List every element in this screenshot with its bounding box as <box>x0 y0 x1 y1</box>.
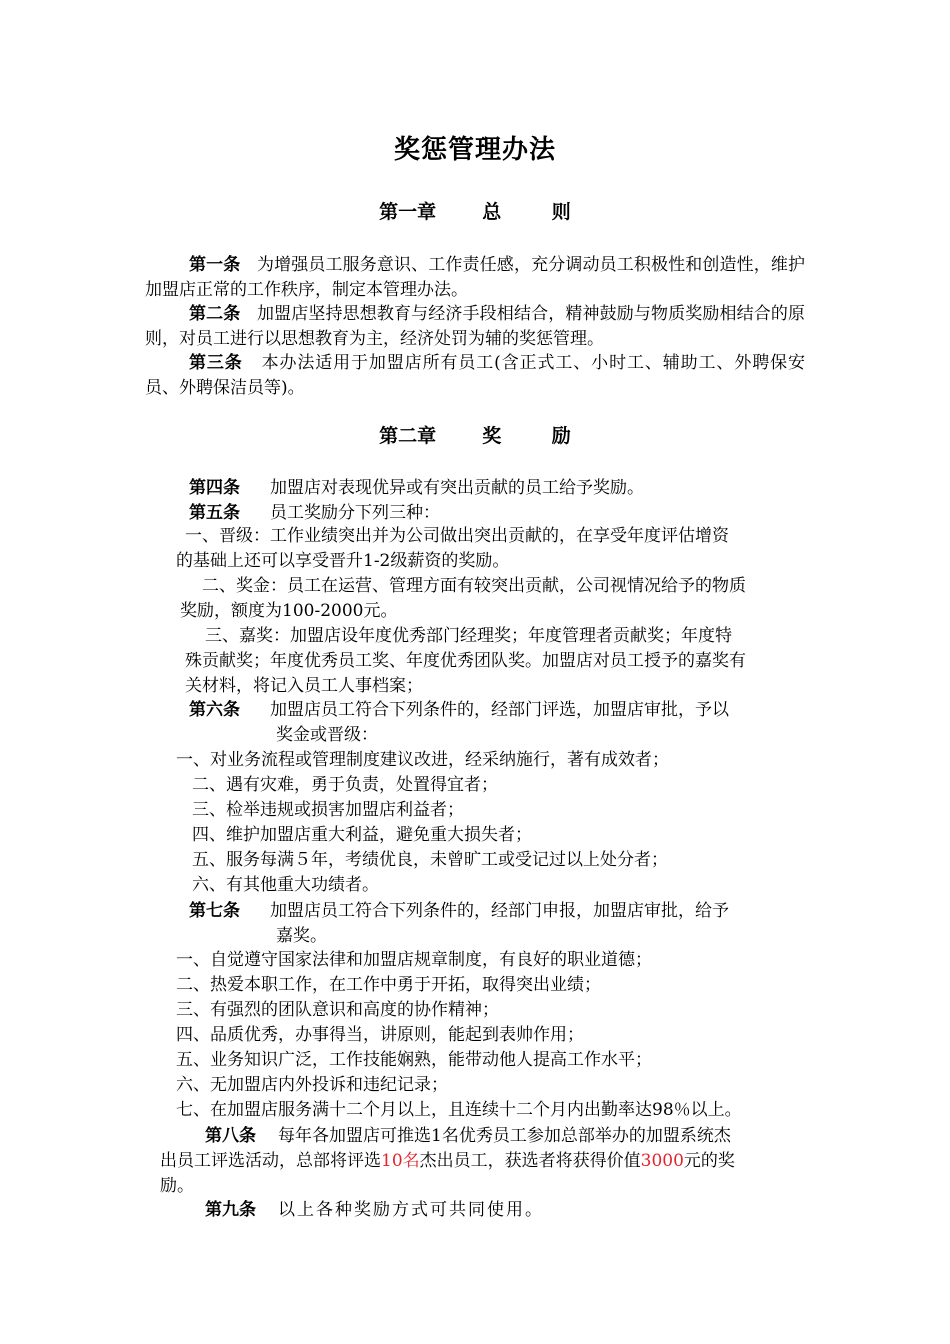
article-6-label: 第六条 <box>189 700 240 720</box>
article-7-text-line-2: 嘉奖。 <box>276 926 327 946</box>
article-4-label: 第四条 <box>189 478 240 498</box>
article-7-item-2: 二、热爱本职工作，在工作中勇于开拓，取得突出业绩； <box>176 975 601 995</box>
article-5-item-3-line-2: 殊贡献奖；年度优秀员工奖、年度优秀团队奖。加盟店对员工授予的嘉奖有 <box>185 651 746 671</box>
article-5-item-1-line-2: 的基础上还可以享受晋升1-2级薪资的奖励。 <box>176 551 510 571</box>
article-1 <box>145 253 805 302</box>
article-6-text-line-2: 奖金或晋级： <box>276 725 378 745</box>
article-7-text: 加盟店员工符合下列条件的，经部门申报，加盟店审批，给予 <box>270 901 729 921</box>
chapter-1-heading <box>0 199 950 225</box>
article-9 <box>205 1198 544 1223</box>
chapter-2-heading <box>0 423 950 449</box>
article-5-item-1-line-1: 一、晋级：工作业绩突出并为公司做出突出贡献的，在享受年度评估增资 <box>185 526 729 546</box>
chapter-1-name: 总 则 <box>482 201 593 223</box>
article-4-text: 加盟店对表现优异或有突出贡献的员工给予奖励。 <box>270 478 644 498</box>
article-3-label: 第三条 <box>189 353 243 373</box>
article-8-label: 第八条 <box>205 1126 256 1146</box>
article-1-text: 为增强员工服务意识、工作责任感，充分调动员工积极性和创造性，维护加盟店正常的工作秩序，制定本管理办法。 <box>145 255 806 300</box>
article-6-text: 加盟店员工符合下列条件的，经部门评选，加盟店审批，予以 <box>270 700 729 720</box>
article-6-item-4: 四、维护加盟店重大利益，避免重大损失者； <box>192 825 532 845</box>
article-6-item-1: 一、对业务流程或管理制度建议改进，经采纳施行，著有成效者； <box>176 750 669 770</box>
article-7-item-1: 一、自觉遵守国家法律和加盟店规章制度，有良好的职业道德； <box>176 950 652 970</box>
article-9-label: 第九条 <box>205 1200 256 1220</box>
article-1-label: 第一条 <box>189 255 241 275</box>
article-7-item-5: 五、业务知识广泛，工作技能娴熟，能带动他人提高工作水平； <box>176 1050 652 1070</box>
article-2 <box>145 302 805 351</box>
article-8-line-1: 每年各加盟店可推选1名优秀员工参加总部举办的加盟系统杰 <box>278 1126 731 1146</box>
article-8 <box>205 1124 731 1149</box>
article-5 <box>189 501 440 526</box>
article-4 <box>189 476 644 501</box>
article-8-highlight-count: 10名 <box>381 1151 420 1171</box>
article-6-item-3: 三、检举违规或损害加盟店利益者； <box>192 800 464 820</box>
article-7-item-6: 六、无加盟店内外投诉和违纪记录； <box>176 1075 448 1095</box>
article-2-label: 第二条 <box>189 304 241 324</box>
article-7-label: 第七条 <box>189 901 240 921</box>
article-5-item-2-line-1: 二、奖金：员工在运营、管理方面有较突出贡献，公司视情况给予的物质 <box>202 576 746 596</box>
article-5-label: 第五条 <box>189 503 240 523</box>
article-5-item-3-line-3: 关材料，将记入员工人事档案； <box>185 676 423 696</box>
article-3 <box>145 351 805 400</box>
chapter-2-name: 奖 励 <box>482 425 593 447</box>
article-5-item-2-line-2: 奖励，额度为100-2000元。 <box>180 601 398 621</box>
article-9-text: 以上各种奖励方式可共同使用。 <box>278 1200 544 1220</box>
article-8-highlight-value: 3000 <box>640 1151 684 1171</box>
article-6 <box>189 698 729 723</box>
article-8-line-2-c: 元的奖 <box>683 1151 735 1171</box>
article-7 <box>189 899 729 924</box>
article-6-item-5: 五、服务每满５年，考绩优良，未曾旷工或受记过以上处分者； <box>192 850 668 870</box>
chapter-1-number: 第一章 <box>379 201 437 223</box>
article-8-line-2-b: 杰出员工，获选者将获得价值 <box>419 1151 641 1171</box>
article-6-item-2: 二、遇有灾难，勇于负责，处置得宜者； <box>192 775 498 795</box>
article-3-text: 本办法适用于加盟店所有员工(含正式工、小时工、辅助工、外聘保安员、外聘保洁员等)。 <box>145 353 805 398</box>
article-8-line-2 <box>160 1149 735 1174</box>
article-7-item-4: 四、品质优秀，办事得当，讲原则，能起到表帅作用； <box>176 1025 584 1045</box>
article-5-item-3-line-1: 三、嘉奖：加盟店设年度优秀部门经理奖；年度管理者贡献奖；年度特 <box>205 626 732 646</box>
page-title: 奖惩管理办法 <box>393 135 556 165</box>
article-5-text: 员工奖励分下列三种： <box>270 503 440 523</box>
article-8-line-3: 励。 <box>160 1176 194 1196</box>
article-8-line-2-a: 出员工评选活动，总部将评选 <box>160 1151 381 1171</box>
article-7-item-3: 三、有强烈的团队意识和高度的协作精神； <box>176 1000 499 1020</box>
chapter-2-number: 第二章 <box>379 425 437 447</box>
article-7-item-7: 七、在加盟店服务满十二个月以上，且连续十二个月内出勤率达98％以上。 <box>176 1100 742 1120</box>
article-6-item-6: 六、有其他重大功绩者。 <box>192 875 379 895</box>
article-2-text: 加盟店坚持思想教育与经济手段相结合，精神鼓励与物质奖励相结合的原则，对员工进行以思想教育为主，经济处罚为辅的奖惩管理。 <box>145 304 806 349</box>
